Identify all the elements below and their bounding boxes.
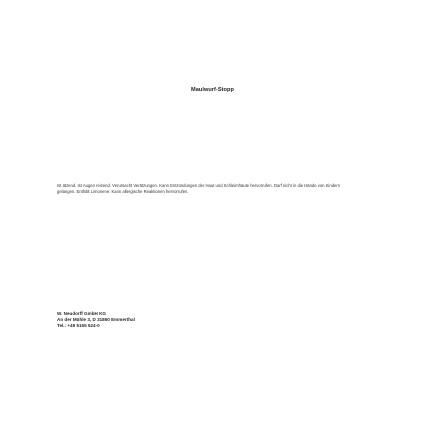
manufacturer-phone: Tel.: +49 5155 624-0 bbox=[57, 323, 100, 329]
safety-warning-text bbox=[57, 183, 397, 194]
manufacturer-company: W. Neudorff GmbH KG bbox=[57, 311, 106, 316]
warning-line-1: Ist ätzend. Ist Augen reizend. Verursacht Verätzungen. Kann Entzündungen der Haut und Schleimhäute hervorrufen. Darf nicht in die Hände von Kindern bbox=[57, 183, 341, 188]
manufacturer-street: An der Mühle 3, D 31860 Emmerthal bbox=[57, 317, 135, 323]
product-title: Maulwurf-Stopp bbox=[191, 87, 234, 93]
warning-line-2: gelangen. Enthält Limonene. Kann allergische Reaktionen hervorrufen. bbox=[57, 188, 189, 194]
manufacturer-address-block bbox=[57, 311, 135, 330]
